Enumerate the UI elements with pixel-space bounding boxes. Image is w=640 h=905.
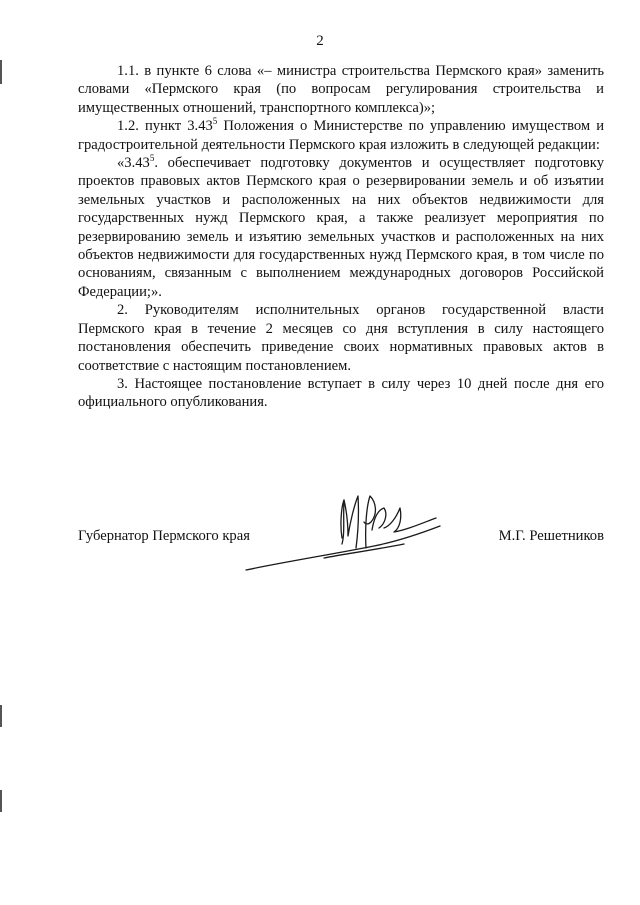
scan-margin-mark [0,60,2,84]
superscript: 5 [149,153,155,164]
scan-margin-mark [0,790,2,812]
signatory-title: Губернатор Пермского края [78,528,250,544]
paragraph-quoted-start: «3.43 [117,155,150,172]
paragraph-quoted-3-43 [78,154,604,301]
paragraph-1-2 [78,117,604,154]
page-number: 2 [316,33,324,49]
paragraph-1-2-rest: Положения о Министерстве по управлению имуществом и градостроительной деятельности Пермского края изложить в следующей редакции: [78,118,605,153]
signatory-name: М.Г. Решетников [498,528,604,544]
paragraph-3: 3. Настоящее постановление вступает в силу через 10 дней после дня его официального опубликования. [78,375,604,411]
paragraph-1-2-start: 1.2. пункт 3.43 [117,118,213,135]
paragraph-quoted-rest: . обеспечивает подготовку документов и осуществляет подготовку проектов правовых актов Пермского края о резервировании земель и об изъятии земельных участков и расположенных на них объектов недвижимости для государственных нужд Пермского края, а также реализует мероприятия по резервированию земель и изъятию земельных участков и расположенных на них объектов недвижимости для государственных нужд Пермского края, в том числе по основаниям, связанным с выполнением международных договоров Российской Федерации;». [78,155,604,300]
signature-block [78,528,604,558]
document-body [78,62,604,412]
scan-margin-mark [0,705,2,727]
superscript: 5 [212,116,218,127]
paragraph-2: 2. Руководителям исполнительных органов государственной власти Пермского края в течение 2 месяцев со дня вступления в силу настоящего постановления обеспечить приведение своих нормативных правовых актов в соответствие с настоящим постановлением. [78,302,604,374]
paragraph-1-1: 1.1. в пункте 6 слова «– министра строительства Пермского края» заменить словами «Пермского края (по вопросам регулирования строительства и имущественных отношений, транспортного комплекса)»; [78,63,604,116]
